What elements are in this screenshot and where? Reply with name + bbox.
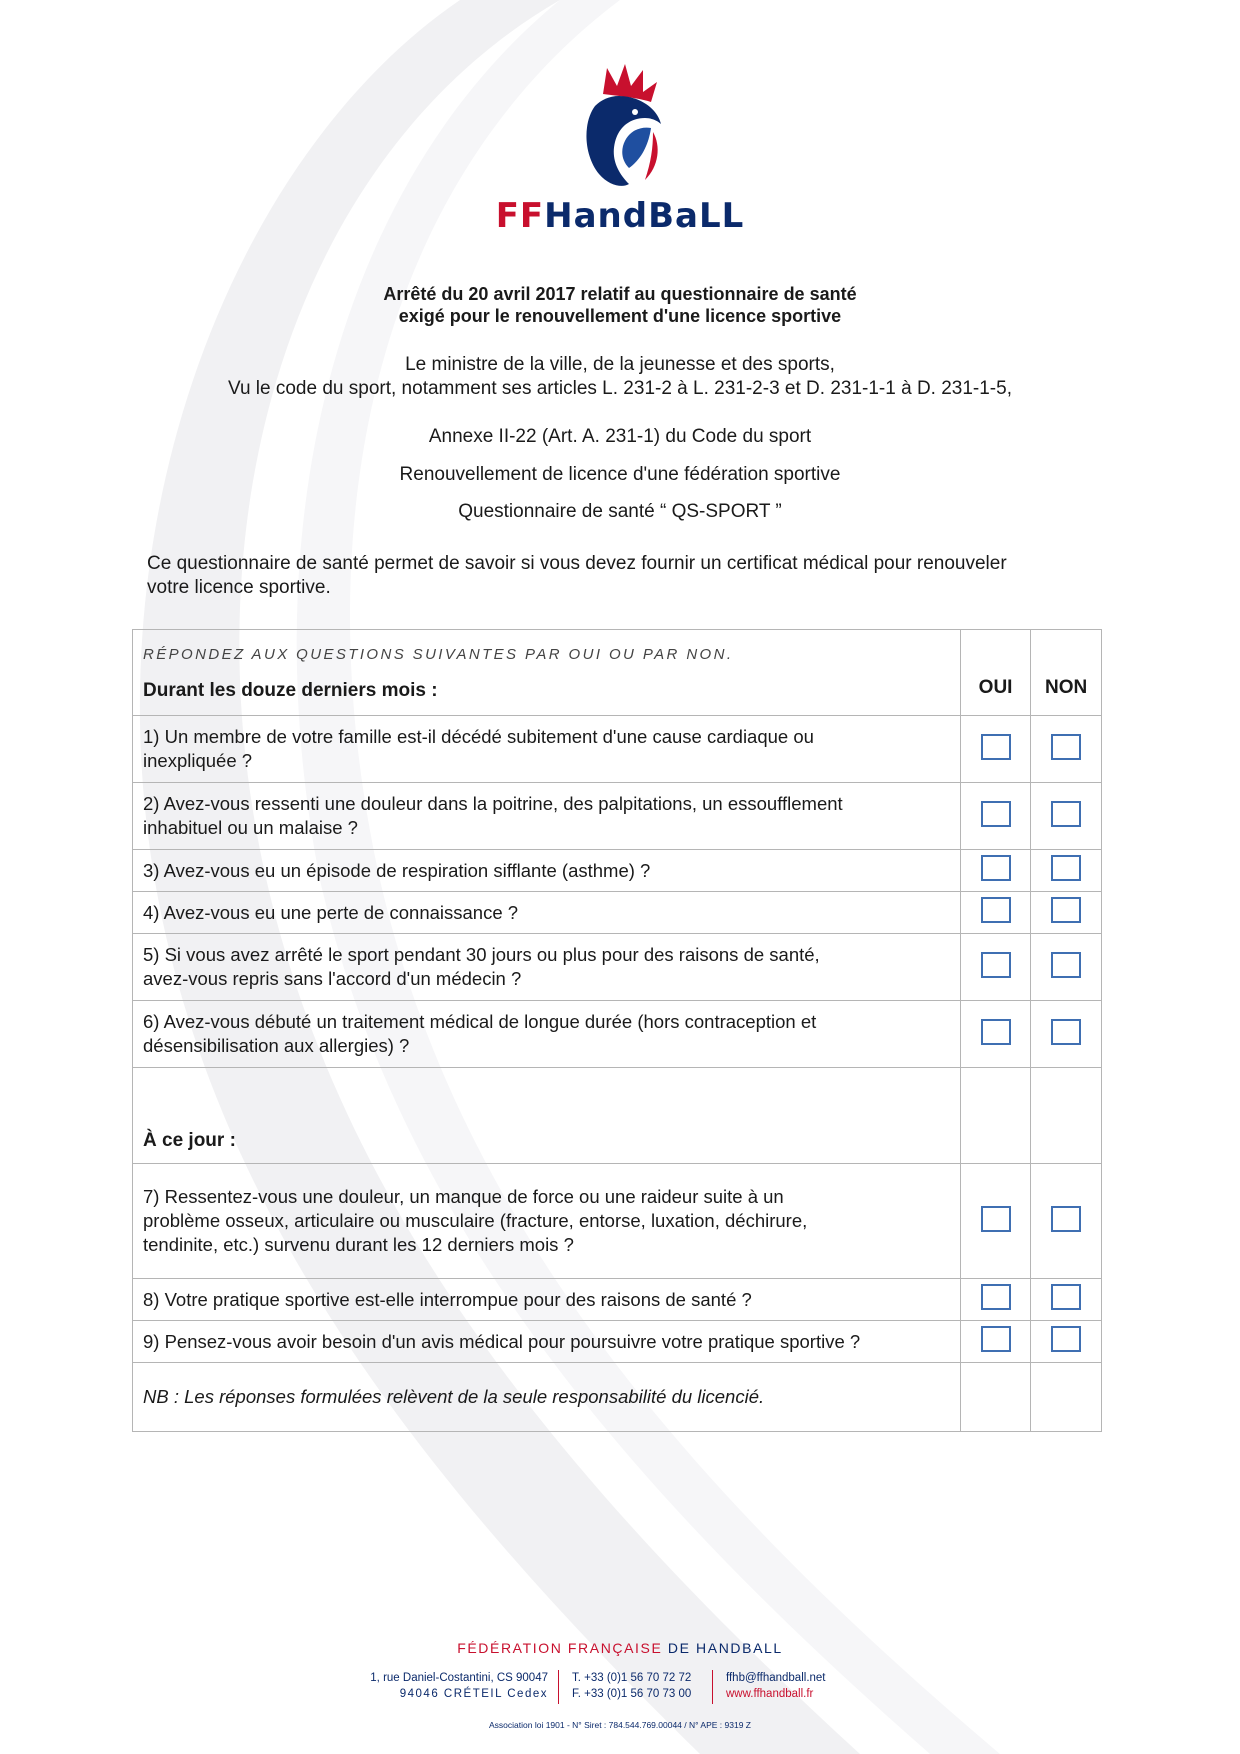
footer-legal-mention: Association loi 1901 - N° Siret : 784.544.769.00044 / N° APE : 9319 Z [489,1720,751,1730]
question-row [133,1001,1102,1068]
question-1-line-1: 1) Un membre de votre famille est-il décédé subitement d'une cause cardiaque ou [143,726,814,747]
section-2-row [133,1068,1102,1164]
question-7-text [133,1164,961,1279]
q4-oui-checkbox[interactable] [981,897,1011,923]
renouvellement-line: Renouvellement de licence d'une fédération sportive [399,464,841,485]
q4-non-checkbox[interactable] [1051,897,1081,923]
brand-ff: FF [495,196,545,236]
annexe-line: Annexe II-22 (Art. A. 231-1) du Code du sport [428,426,812,447]
question-row [133,716,1102,783]
question-row [133,1279,1102,1321]
questionnaire-title: Questionnaire de santé “ QS-SPORT ” [458,501,782,522]
question-5-line-2: avez-vous repris sans l'accord d'un médecin ? [143,968,522,989]
q6-oui-checkbox[interactable] [981,1019,1011,1045]
section-2-cell [133,1068,961,1164]
question-row [133,892,1102,934]
q6-non-checkbox[interactable] [1051,1019,1081,1045]
question-6-line-1: 6) Avez-vous débuté un traitement médical de longue durée (hors contraception et [143,1011,817,1032]
q3-non-checkbox[interactable] [1051,855,1081,881]
intro-line-1: Ce questionnaire de santé permet de savoir si vous devez fournir un certificat médical pour renouveler [147,553,1007,574]
q2-oui-checkbox[interactable] [981,801,1011,827]
question-6-line-2: désensibilisation aux allergies) ? [143,1035,410,1056]
question-row [133,783,1102,850]
question-5-text [133,934,961,1001]
instruction-text: RÉPONDEZ AUX QUESTIONS SUIVANTES PAR OUI OU PAR NON. [143,645,734,663]
table-header-cell [133,630,961,716]
intro-paragraph [147,552,1107,600]
question-2-line-2: inhabituel ou un malaise ? [143,817,358,838]
heading-line-2: exigé pour le renouvellement d'une licence sportive [398,306,842,326]
footer-address-line-2: 94046 CRÉTEIL Cedex [399,1688,548,1700]
q3-oui-cell [960,850,1031,892]
q2-non-checkbox[interactable] [1051,801,1081,827]
intro-line-2: votre licence sportive. [147,577,331,598]
question-2-line-1: 2) Avez-vous ressenti une douleur dans la poitrine, des palpitations, un essoufflement [143,793,843,814]
q2-non-cell [1031,783,1102,850]
nb-row [133,1363,1102,1432]
q3-non-cell [1031,850,1102,892]
q3-oui-checkbox[interactable] [981,855,1011,881]
footer-address-line-1: 1, rue Daniel-Costantini, CS 90047 [370,1672,548,1684]
q6-oui-cell [960,1001,1031,1068]
footer-separator [558,1670,559,1704]
q5-non-checkbox[interactable] [1051,952,1081,978]
question-row [133,1321,1102,1363]
question-9-text: 9) Pensez-vous avoir besoin d'un avis médical pour poursuivre votre pratique sportive ? [133,1321,961,1363]
q9-oui-checkbox[interactable] [981,1326,1011,1352]
question-1-line-2: inexpliquée ? [143,750,253,771]
nb-oui-cell [960,1363,1031,1432]
q9-oui-cell [960,1321,1031,1363]
footer-email-link[interactable]: ffhb@ffhandball.net [726,1672,826,1684]
question-7-line-3: tendinite, etc.) survenu durant les 12 derniers mois ? [143,1234,574,1255]
section-2-non-cell [1031,1068,1102,1164]
q4-oui-cell [960,892,1031,934]
q7-oui-cell [960,1164,1031,1279]
q7-non-checkbox[interactable] [1051,1206,1081,1232]
brand-handball: HandBaLL [544,196,745,236]
question-row [133,850,1102,892]
q8-non-cell [1031,1279,1102,1321]
q8-non-checkbox[interactable] [1051,1284,1081,1310]
question-row [133,934,1102,1001]
question-1-text [133,716,961,783]
q9-non-cell [1031,1321,1102,1363]
nb-non-cell [1031,1363,1102,1432]
preamble-line-1: Le ministre de la ville, de la jeunesse et des sports, [405,354,835,375]
footer-separator [712,1670,713,1704]
q1-oui-cell [960,716,1031,783]
q2-oui-cell [960,783,1031,850]
footer-organization [0,1640,1240,1656]
question-2-text [133,783,961,850]
question-3-text: 3) Avez-vous eu un épisode de respiration sifflante (asthme) ? [133,850,961,892]
footer-address [358,1670,548,1702]
question-5-line-1: 5) Si vous avez arrêté le sport pendant 30 jours ou plus pour des raisons de santé, [143,944,820,965]
q1-non-checkbox[interactable] [1051,734,1081,760]
q7-oui-checkbox[interactable] [981,1206,1011,1232]
q5-non-cell [1031,934,1102,1001]
q8-oui-cell [960,1279,1031,1321]
ffhandball-logo [0,62,1240,192]
footer-website-link[interactable]: www.ffhandball.fr [726,1688,814,1700]
table-header-row [133,630,1102,716]
q6-non-cell [1031,1001,1102,1068]
question-7-line-2: problème osseux, articulaire ou musculaire (fracture, entorse, luxation, déchirure, [143,1210,808,1231]
q5-oui-cell [960,934,1031,1001]
rooster-emblem-icon [565,62,675,192]
preamble-line-2: Vu le code du sport, notamment ses articles L. 231-2 à L. 231-2-3 et D. 231-1-1 à D. 231-1-5, [227,378,1012,399]
question-4-text: 4) Avez-vous eu une perte de connaissance ? [133,892,961,934]
questionnaire-table [132,629,1102,1432]
question-8-text: 8) Votre pratique sportive est-elle interrompue pour des raisons de santé ? [133,1279,961,1321]
footer-org-part-1: FÉDÉRATION FRANÇAISE [457,1640,668,1656]
section-heading-12-months: Durant les douze derniers mois : [143,679,438,701]
brand-wordmark [0,196,1240,236]
footer-org-part-2: DE HANDBALL [667,1640,783,1656]
footer-tel: T. +33 (0)1 56 70 72 72 [572,1672,692,1684]
q7-non-cell [1031,1164,1102,1279]
q9-non-checkbox[interactable] [1051,1326,1081,1352]
q1-oui-checkbox[interactable] [981,734,1011,760]
footer-phone [572,1670,712,1702]
nb-note: NB : Les réponses formulées relèvent de la seule responsabilité du licencié. [133,1363,961,1432]
question-row [133,1164,1102,1279]
column-header-non: NON [1031,630,1102,716]
column-header-oui: OUI [960,630,1031,716]
section-heading-today: À ce jour : [143,1130,236,1151]
q4-non-cell [1031,892,1102,934]
q1-non-cell [1031,716,1102,783]
q8-oui-checkbox[interactable] [981,1284,1011,1310]
q5-oui-checkbox[interactable] [981,952,1011,978]
footer-fax: F. +33 (0)1 56 70 73 00 [572,1688,692,1700]
question-7-line-1: 7) Ressentez-vous une douleur, un manque de force ou une raideur suite à un [143,1186,784,1207]
heading-line-1: Arrêté du 20 avril 2017 relatif au questionnaire de santé [383,284,857,304]
footer-contact [726,1670,866,1702]
question-6-text [133,1001,961,1068]
section-2-oui-cell [960,1068,1031,1164]
